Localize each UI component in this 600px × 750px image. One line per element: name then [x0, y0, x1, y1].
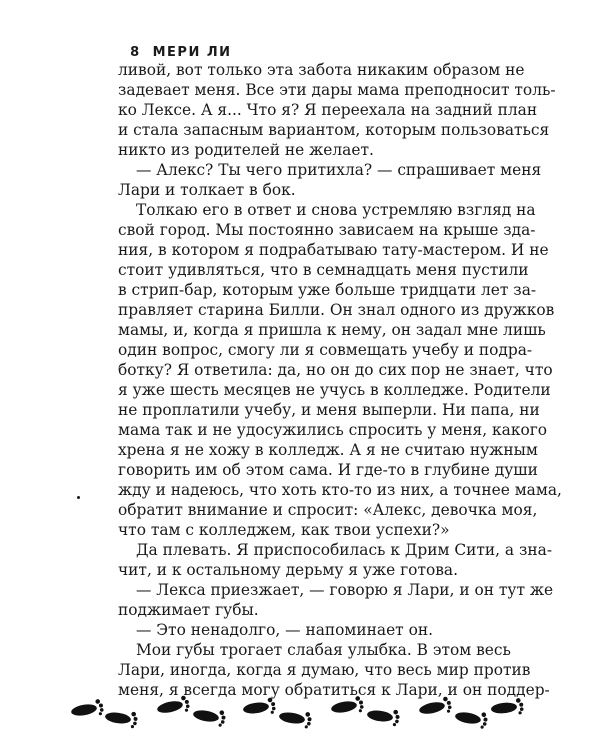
footprint-icon: [156, 695, 191, 718]
footprint-icon: [418, 696, 453, 719]
text-line: Лари, иногда, когда я думаю, что весь мир против: [118, 661, 531, 679]
footprint-icon: [278, 708, 313, 729]
text-line: Мои губы трогает слабая улыбка. В этом весь: [136, 641, 511, 659]
text-line: ливой, вот только эта забота никаким образом не: [118, 61, 525, 79]
text-line: меня, я всегда могу обратиться к Лари, и он поддер-: [118, 681, 550, 699]
text-line: Толкаю его в ответ и снова устремляю взгляд на: [136, 201, 536, 219]
ink-speck: [77, 496, 80, 499]
footprint-icon: [192, 706, 227, 728]
text-line: мамы, и, когда я пришла к нему, он задал мне лишь: [118, 321, 546, 339]
text-line: один вопрос, смогу ли я совмещать учебу и подра-: [118, 341, 533, 359]
text-line: ко Лексе. А я... Что я? Я переехала на задний план: [118, 101, 538, 119]
text-line: чит, и к остальному дерьму я уже готова.: [118, 561, 458, 579]
text-line: хрена я не хожу в колледж. А я не считаю нужным: [118, 441, 538, 459]
text-line: и стала запасным вариантом, которым пользоваться: [118, 121, 550, 139]
text-line: задевает меня. Все эти дары мама преподносит толь-: [118, 81, 556, 99]
text-line: никто из родителей не желает.: [118, 141, 374, 159]
text-line: что там с колледжем, как твои успехи?»: [118, 521, 450, 539]
footprints-decoration: [70, 694, 530, 734]
text-line: ботку? Я ответила: да, но он до сих пор не знает, что: [118, 361, 553, 379]
text-line: — Алекс? Ты чего притихла? — спрашивает меня: [136, 161, 542, 179]
author-name: МЕРИ ЛИ: [152, 45, 232, 60]
text-line: поджимает губы.: [118, 601, 259, 619]
footprint-icon: [70, 698, 105, 720]
page-number: 8: [130, 45, 141, 60]
text-line: жду и надеюсь, что хоть кто-то из них, а точнее мама,: [118, 481, 562, 499]
footprint-icon: [330, 695, 365, 717]
text-line: не проплатили учебу, и меня выперли. Ни папа, ни: [118, 401, 540, 419]
text-line: говорить им об этом сама. И где-то в глубине души: [118, 461, 538, 479]
text-line: я уже шесть месяцев не учусь в колледже. Родители: [118, 381, 551, 399]
footprint-icon: [242, 697, 276, 718]
text-line: правляет старина Билли. Он знал одного из дружков: [118, 301, 555, 319]
footprint-icon: [104, 708, 138, 729]
text-line: Лари и толкает в бок.: [118, 181, 296, 199]
text-line: обратит внимание и спросит: «Алекс, девочка моя,: [118, 501, 538, 519]
text-line: в стрип-бар, которым уже больше тридцати лет за-: [118, 281, 537, 299]
footprint-icon: [490, 698, 524, 718]
text-line: мама так и не удосужились спросить у меня, какого: [118, 421, 548, 439]
footprint-icon: [454, 708, 489, 730]
text-line: — Это ненадолго, — напоминает он.: [136, 621, 433, 639]
text-line: свой город. Мы постоянно зависаем на крыше зда-: [118, 221, 536, 239]
text-line: — Лекса приезжает, — говорю я Лари, и он тут же: [136, 581, 554, 599]
text-line: Да плевать. Я приспособилась к Дрим Сити, а зна-: [136, 541, 553, 559]
running-header: [118, 30, 232, 60]
footprint-icon: [366, 706, 400, 727]
text-line: стоит удивляться, что в семнадцать меня пустили: [118, 261, 529, 279]
text-line: ния, в котором я подрабатываю тату-мастером. И не: [118, 241, 549, 259]
